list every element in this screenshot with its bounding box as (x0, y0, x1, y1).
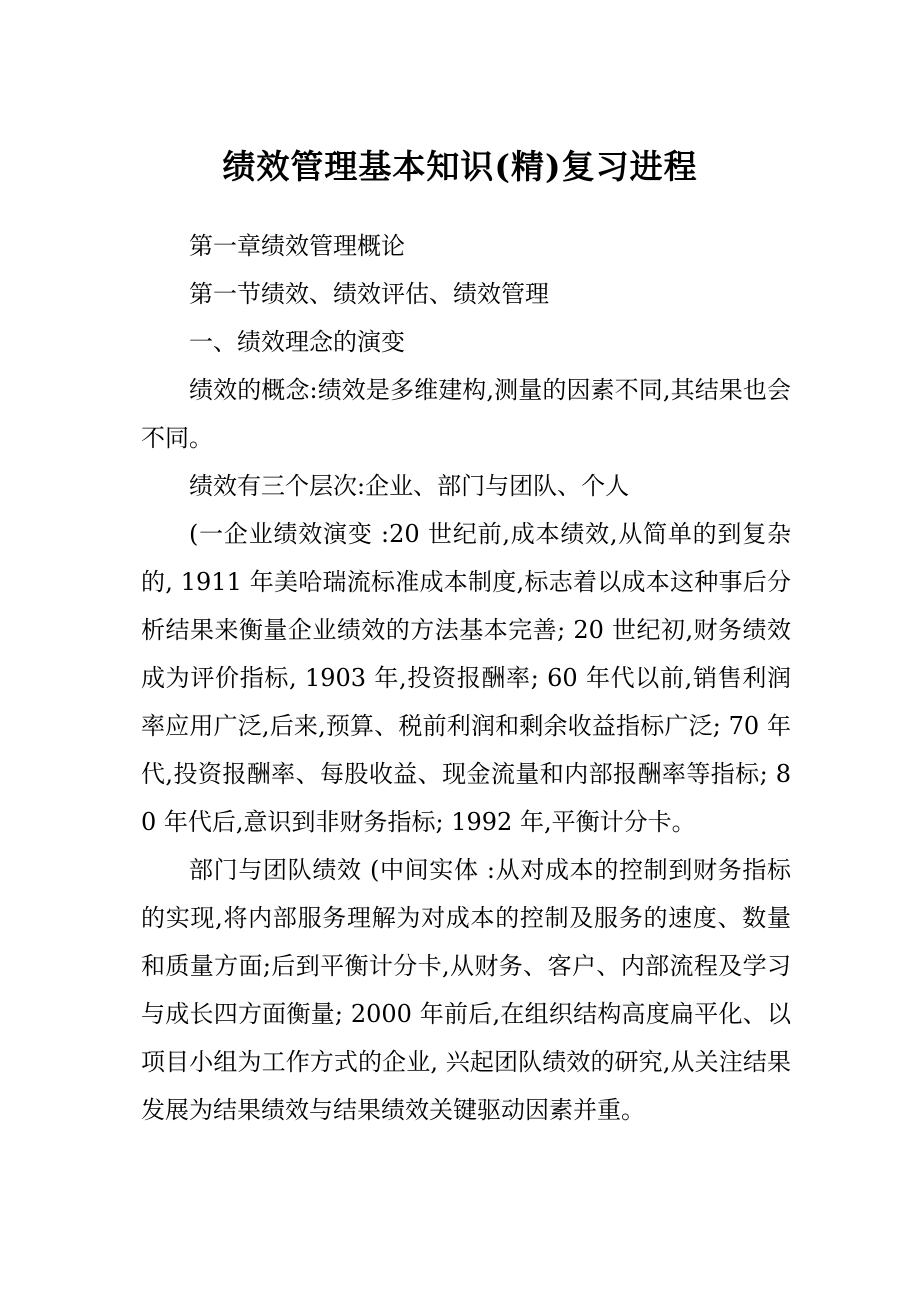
paragraph-performance-concept: 绩效的概念:绩效是多维建构,测量的因素不同,其结果也会不同。 (141, 376, 791, 452)
paragraph-performance-levels: 绩效有三个层次:企业、部门与团队、个人 (189, 472, 630, 500)
section-heading: 第一节绩效、绩效评估、绩效管理 (189, 280, 549, 308)
subsection-heading: 一、绩效理念的演变 (189, 328, 405, 356)
document-body (141, 222, 791, 1134)
document-title: 绩效管理基本知识(精)复习进程 (222, 147, 698, 186)
chapter-heading: 第一章绩效管理概论 (189, 232, 405, 260)
paragraph-team-performance: 部门与团队绩效 (中间实体 :从对成本的控制到财务指标的实现,将内部服务理解为对成本的控制及服务的速度、数量和质量方面;后到平衡计分卡,从财务、客户、内部流程及学习与成长四方面衡量; 2000 年前后,在组织结构高度扁平化、以项目小组为工作方式的企业, 兴起团队绩效的研究,从关注结果发展为结果绩效与结果绩效关键驱动因素并重。 (141, 856, 791, 1124)
paragraph-enterprise-performance: (一企业绩效演变 :20 世纪前,成本绩效,从简单的到复杂的, 1911 年美哈瑞流标准成本制度,标志着以成本这种事后分析结果来衡量企业绩效的方法基本完善; 20 世纪初,财务绩效成为评价指标, 1903 年,投资报酬率; 60 年代以前,销售利润率应用广泛,后来,预算、税前利润和剩余收益指标广泛; 70 年代,投资报酬率、每股收益、现金流量和内部报酬率等指标; 80 年代后,意识到非财务指标; 1992 年,平衡计分卡。 (141, 520, 791, 836)
